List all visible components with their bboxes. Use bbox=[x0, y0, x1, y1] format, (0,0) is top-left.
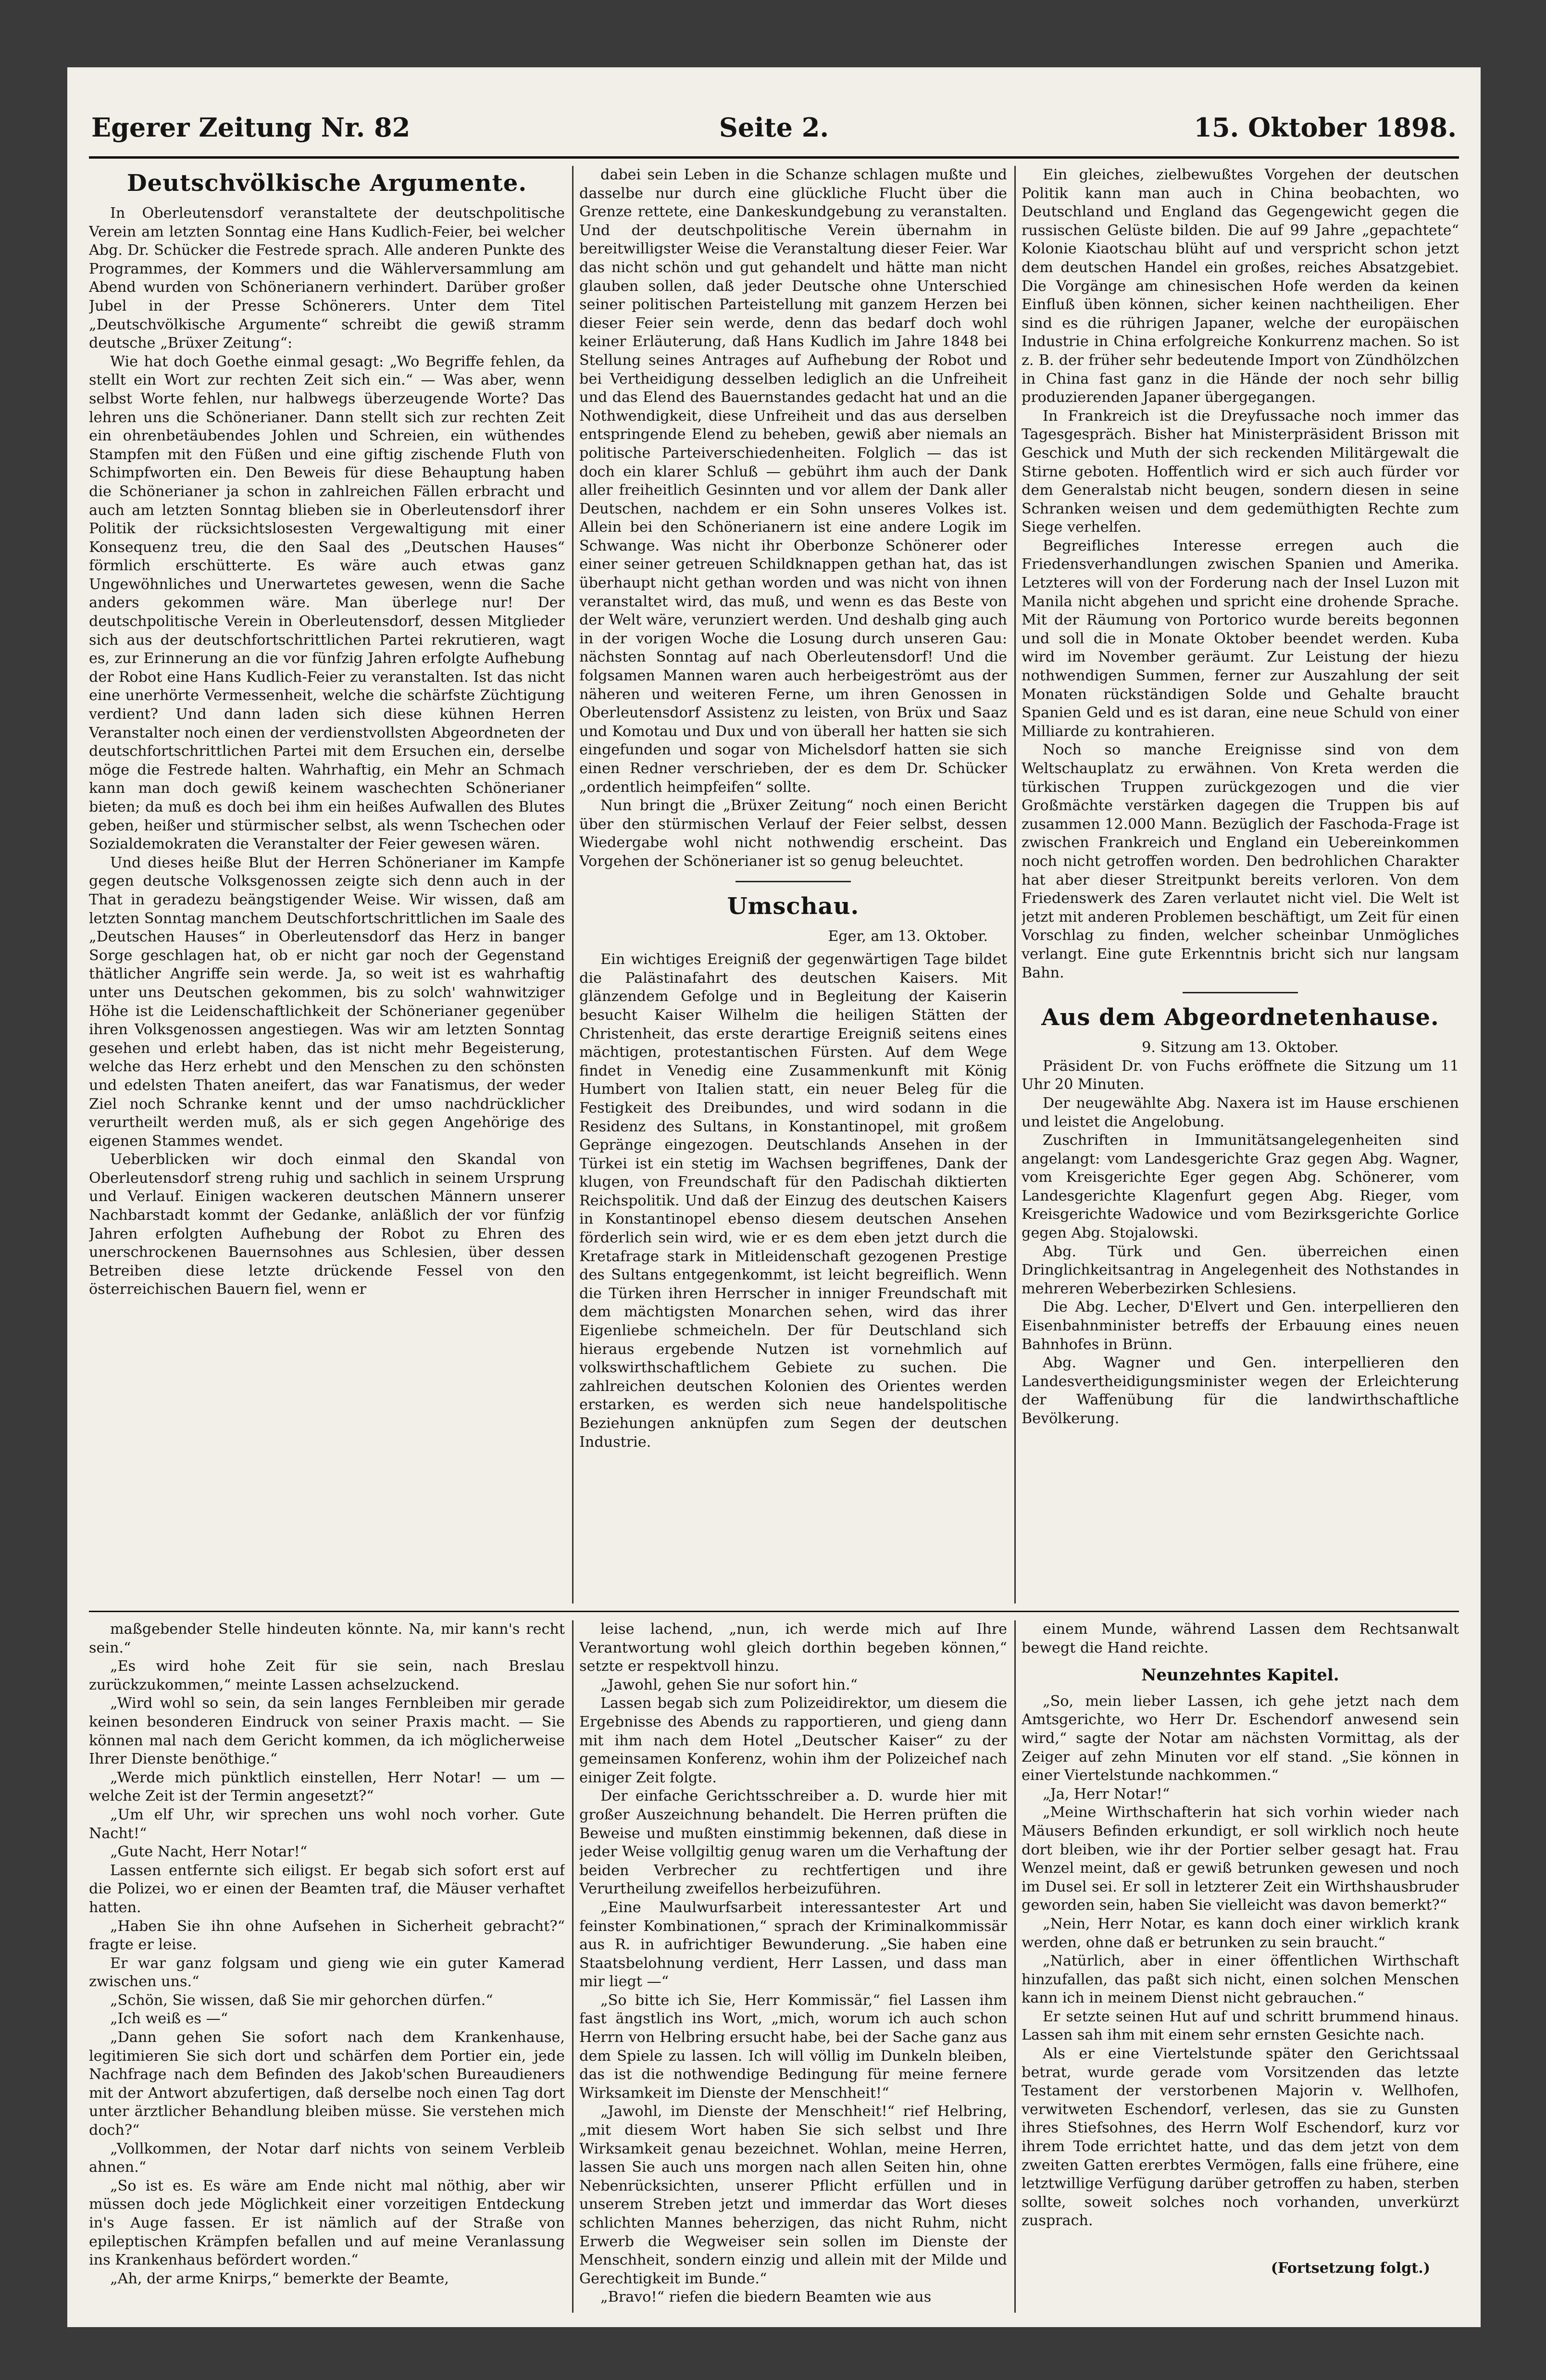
paragraph: „Bravo!“ riefen die biedern Beamten wie aus bbox=[600, 2289, 932, 2306]
paragraph: „Gute Nacht, Herr Notar!“ bbox=[110, 1843, 308, 1861]
section-title: Umschau. bbox=[727, 892, 860, 920]
continued-note: (Fortsetzung folgt.) bbox=[1271, 2260, 1430, 2277]
paragraph: Noch so manche Ereignisse sind von dem Weltschauplatz zu erwähnen. Von Kreta werden die türkischen Truppen zurückgezogen und die vier Großmächte verstärken dagegen die Truppen bis auf zusammen 12.000 Mann. Bezüglich der Faschoda-Frage ist zwischen Frankreich und England ein Uebereinkommen noch nicht getroffen worden. Den bedrohlichen Charakter hat aber dieser Streitpunkt bereits verloren. Von dem Friedenswerk des Zaren verlautet nicht viel. Die Welt ist jetzt mit anderen Problemen beschäftigt, um Zeit für einen Vorschlag zu finden, welcher scheinbar Unmögliches verlangt. Eine gute Erkenntnis bricht sich nur langsam Bahn. bbox=[1022, 741, 1459, 981]
article-title: Deutschvölkische Argumente. bbox=[126, 170, 527, 197]
section-title: Aus dem Abgeordnetenhause. bbox=[1041, 1004, 1439, 1031]
column-1 bbox=[89, 166, 565, 1603]
feuilleton-column-2 bbox=[579, 1620, 1007, 2313]
feuilleton-rule bbox=[89, 1611, 1459, 1612]
column-2 bbox=[579, 166, 1007, 1603]
paragraph: Der neugewählte Abg. Naxera ist im Hause erschienen und leistet die Angelobung. bbox=[1022, 1094, 1459, 1130]
masthead-name: Egerer Zeitung Nr. 82 bbox=[91, 112, 411, 143]
paragraph: Als er eine Viertelstunde später den Gerichtssaal betrat, wurde gerade vom Vorsitzenden das letzte Testament der verstorbenen Majorin v. Wellhofen, verwitweten Eschendorf, verlesen, das sie zu Gunsten ihres Stiefsohnes, des Herrn Wolf Eschendorf, kurz vor ihrem Tode errichtet hatte, und das dem jetzt von dem zweiten Gatten ererbtes Vermögen, falls eine frühere, eine letztwillige Verfügung darüber getroffen zu haben, sterben sollte, soweit solches noch vorhanden, unverkürzt zusprach. bbox=[1022, 2045, 1459, 2230]
column-3 bbox=[1022, 166, 1459, 1603]
column-divider bbox=[1014, 166, 1016, 1603]
paragraph: Abg. Wagner und Gen. interpellieren den Landesvertheidigungsminister wegen der Erleichterung der Waffenübung für die landwirthschaftliche Bevölkerung. bbox=[1022, 1354, 1459, 1427]
paragraph: In Frankreich ist die Dreyfussache noch immer das Tagesgespräch. Bisher hat Ministerpräsident Brisson mit Geschick und Muth der sich reckenden Militärgewalt die Stirne geboten. Hoffentlich wird er sich auch fürder vor dem Generalstab nicht beugen, sondern diesen in seine Schranken weisen und dem gedemüthigten Rechte zum Siege verhelfen. bbox=[1022, 407, 1459, 536]
paragraph: Präsident Dr. von Fuchs eröffnete die Sitzung um 11 Uhr 20 Minuten. bbox=[1022, 1057, 1459, 1093]
feuilleton-column-1 bbox=[89, 1620, 565, 2313]
chapter-heading: Neunzehntes Kapitel. bbox=[1141, 1666, 1339, 1685]
paragraph: Begreifliches Interesse erregen auch die Friedensverhandlungen zwischen Spanien und Amerika. Letzteres will von der Forderung nach der Insel Luzon mit Manila nicht abgehen und spricht eine drohende Sprache. Mit der Räumung von Portorico wurde bereits begonnen und soll die in Monate Oktober beendet werden. Kuba wird im November geräumt. Zur Leistung der hiezu nothwendigen Summen, ferner zur Auszahlung der seit Monaten rückständigen Solde und Gehalte braucht Spanien Geld und es ist daran, eine neue Schuld von einer Milliarde zu kontrahieren. bbox=[1022, 537, 1459, 740]
paragraph: „So ist es. Es wäre am Ende nicht mal nöthig, aber wir müssen doch jede Möglichkeit einer vorzeitigen Entdeckung in's Auge fassen. Er ist nämlich auf der Straße von epileptischen Krämpfen befallen und auf meine Veranlassung ins Krankenhaus befördert worden.“ bbox=[89, 2177, 565, 2269]
paragraph: „Jawohl, gehen Sie nur sofort hin.“ bbox=[600, 1676, 858, 1693]
paragraph: Ueberblicken wir doch einmal den Skandal von Oberleutensdorf streng ruhig und sachlich in seinem Ursprung und Verlauf. Einigen wackeren deutschen Männern unserer Nachbarstadt kommt der Gedanke, anläßlich der vor fünfzig Jahren erfolgten Aufhebung der Robot zu Ehren des unerschrockenen Bauernsohnes aus Schlesien, über dessen Betreiben diese letzte drückende Fessel von den österreichischen Bauern fiel, wenn er bbox=[89, 1151, 565, 1298]
paragraph: Ein gleiches, zielbewußtes Vorgehen der deutschen Politik kann man auch in China beobachten, wo Deutschland und England das Gegengewicht gegen die russischen Gelüste bilden. Die auf 99 Jahre „gepachtete“ Kolonie Kiaotschau blüht auf und verspricht schon jetzt dem deutschen Handel ein großes, reiches Absatzgebiet. Die Vorgänge am chinesischen Hofe werden da keinen Einfluß üben können, sicher keinen nachtheiligen. Eher sind es die rührigen Japaner, welche der europäischen Industrie in China erfolgreiche Konkurrenz machen. So ist z. B. der früher sehr bedeutende Import von Zündhölzchen in China fast ganz in die Hände der noch sehr billig produzierenden Japaner übergegangen. bbox=[1022, 166, 1459, 406]
newspaper-page bbox=[67, 67, 1481, 2327]
paragraph: „Meine Wirthschafterin hat sich vorhin wieder nach Mäusers Befinden erkundigt, er soll wirklich noch heute dort bleiben, wie ihr der Portier selber gesagt hat. Frau Wenzel meint, daß er gewiß betrunken gewesen und noch im Dusel sei. Er soll in letzterer Zeit ein Wirthshausbruder geworden sein, haben Sie vielleicht was davon bemerkt?“ bbox=[1022, 1804, 1459, 1914]
session-line: 9. Sitzung am 13. Oktober. bbox=[1142, 1039, 1339, 1056]
feuilleton-column-3 bbox=[1022, 1620, 1459, 2313]
paragraph: „Um elf Uhr, wir sprechen uns wohl noch vorher. Gute Nacht!“ bbox=[89, 1806, 565, 1842]
paragraph: Lassen begab sich zum Polizeidirektor, um diesem die Ergebnisse des Abends zu rapportieren, und gieng dann mit ihm nach dem Hotel „Deutscher Kaiser“ zu der gemeinsamen Konferenz, wohin ihm der Polizeichef nach einiger Zeit folgte. bbox=[579, 1695, 1007, 1786]
paragraph: Abg. Türk und Gen. überreichen einen Dringlichkeitsantrag in Angelegenheit des Nothstandes in mehreren Weberbezirken Schlesiens. bbox=[1022, 1243, 1459, 1297]
paragraph: „Wird wohl so sein, da sein langes Fernbleiben mir gerade keinen besonderen Eindruck von seiner Praxis macht. — Sie können mal nach dem Gericht kommen, da ich möglicherweise Ihrer Dienste benöthige.“ bbox=[89, 1695, 565, 1768]
paragraph: „Natürlich, aber in einer öffentlichen Wirthschaft hinzufallen, das paßt sich nicht, einen solchen Menschen kann ich in meinem Dienst nicht gebrauchen.“ bbox=[1022, 1953, 1459, 2007]
paragraph: „Ah, der arme Knirps,“ bemerkte der Beamte, bbox=[110, 2270, 449, 2287]
paragraph: leise lachend, „nun, ich werde mich auf Ihre Verantwortung wohl gleich dorthin begeben können,“ setzte er respektvoll hinzu. bbox=[579, 1621, 1007, 1675]
section-rule bbox=[736, 881, 851, 882]
paragraph: „Werde mich pünktlich einstellen, Herr Notar! — um — welche Zeit ist der Termin angesetzt?“ bbox=[89, 1769, 565, 1805]
issue-date: 15. Oktober 1898. bbox=[1194, 112, 1457, 143]
paragraph: Wie hat doch Goethe einmal gesagt: „Wo Begriffe fehlen, da stellt ein Wort zur rechten Zeit sich ein.“ — Was aber, wenn selbst Worte fehlen, nur halbwegs überzeugende Worte? Das lehren uns die Schönerianer. Dann stellt sich zur rechten Zeit ein ohrenbetäubendes Johlen und Schreien, ein wüthendes Stampfen mit den Füßen und eine giftig zischende Fluth von Schimpfworten ein. Den Beweis für diese Behauptung haben die Schönerianer ja schon in zahlreichen Fällen erbracht und auch am letzten Sonntag blieben sie in Oberleutensdorf ihrer Politik der rücksichtslosesten Vergewaltigung mit einer Konsequenz treu, die den Saal des „Deutschen Hauses“ förmlich erschütterte. Es wäre auch etwas ganz Ungewöhnliches und Unerwartetes gewesen, wenn die Sache anders gekommen wäre. Man überlege nur! Der deutschpolitische Verein in Oberleutensdorf, dessen Mitglieder sich aus der deutschfortschrittlichen Partei rekrutieren, wagt es, zur Erinnerung an die vor fünfzig Jahren erfolgte Aufhebung der Robot eine Hans Kudlich-Feier zu veranstalten. Ist das nicht eine unerhörte Vermessenheit, welche die schärfste Züchtigung verdient? Und dann laden sich diese kühnen Herren Veranstalter noch einen der verdienstvollsten Abgeordneten der deutschfortschrittlichen Partei mit dem Ersuchen ein, derselbe möge die Festrede halten. Wahrhaftig, ein Mehr an Schmach kann man doch gewiß keinem waschechten Schönerianer bieten; da muß es doch bei ihm ein heißes Aufwallen des Blutes geben, heißer und stürmischer selbst, als wenn Tschechen oder Sozialdemokraten die Veranstalter der Feier gewesen wären. bbox=[89, 353, 565, 853]
paragraph: „Haben Sie ihn ohne Aufsehen in Sicherheit gebracht?“ fragte er leise. bbox=[89, 1917, 565, 1954]
paragraph: Lassen entfernte sich eiligst. Er begab sich sofort erst auf die Polizei, wo er einen der Beamten traf, die Mäuser verhaftet hatten. bbox=[89, 1862, 565, 1916]
paragraph: Ein wichtiges Ereigniß der gegenwärtigen Tage bildet die Palästinafahrt des deutschen Kaisers. Mit glänzendem Gefolge und in Begleitung der Kaiserin besucht Kaiser Wilhelm die heiligen Stätten der Christenheit, das erste derartige Ereigniß seitens eines mächtigen, protestantischen Fürsten. Auf dem Wege findet in Venedig eine Zusammenkunft mit König Humbert von Italien statt, ein neuer Beleg für die Festigkeit des Dreibundes, und wird sodann in die Residenz des Sultans, in Konstantinopel, mit großem Gepränge eingezogen. Deutschlands Ansehen in der Türkei ist ein stetig im Wachsen begriffenes, Dank der klugen, von Freundschaft für den Padischah diktierten Reichspolitik. Und daß der Einzug des deutschen Kaisers in Konstantinopel ebenso diesem deutschen Ansehen förderlich sein wird, wie er es dem eben jetzt durch die Kretafrage stark in Mitleidenschaft gezogenen Prestige des Sultans entgegenkommt, ist leicht begreiflich. Wenn die Türken ihren Herrscher in inniger Freundschaft mit dem mächtigsten Monarchen sehen, wird das ihrer Eigenliebe schmeicheln. Der für Deutschland sich hieraus ergebende Nutzen ist vornehmlich auf volkswirthschaftlichem Gebiete zu suchen. Die zahlreichen deutschen Kolonien des Orientes werden erstarken, es werden sich neue handelspolitische Beziehungen anknüpfen zum Segen der deutschen Industrie. bbox=[579, 951, 1007, 1451]
paragraph: „Nein, Herr Notar, es kann doch einer wirklich krank werden, ohne daß er betrunken zu sein braucht.“ bbox=[1022, 1915, 1459, 1951]
paragraph: Zuschriften in Immunitätsangelegenheiten sind angelangt: vom Landesgerichte Graz gegen Abg. Wagner, vom Kreisgerichte Eger gegen Abg. Schönerer, vom Landesgerichte Klagenfurt gegen Abg. Rieger, vom Kreisgerichte Wadowice und vom Bezirksgerichte Gorlice gegen Abg. Stojalowski. bbox=[1022, 1132, 1459, 1242]
paragraph: Er setzte seinen Hut auf und schritt brummend hinaus. Lassen sah ihm mit einem sehr ernsten Gesichte nach. bbox=[1022, 2008, 1459, 2044]
column-divider bbox=[572, 166, 574, 1603]
paragraph: Die Abg. Lecher, D'Elvert und Gen. interpellieren den Eisenbahnminister betreffs der Erbauung eines neuen Bahnhofes in Brünn. bbox=[1022, 1299, 1459, 1353]
dateline: Eger, am 13. Oktober. bbox=[828, 927, 988, 945]
paragraph: „Es wird hohe Zeit für sie sein, nach Breslau zurückzukommen,“ meinte Lassen achselzuckend. bbox=[89, 1658, 565, 1693]
paragraph: „So, mein lieber Lassen, ich gehe jetzt nach dem Amtsgerichte, wo Herr Dr. Eschendorf anwesend sein wird,“ sagte der Notar am nächsten Vormittag, als der Zeiger auf zehn Minuten vor elf stand. „Sie können in einer Viertelstunde nachkommen.“ bbox=[1022, 1692, 1459, 1784]
section-rule bbox=[1183, 992, 1298, 993]
paragraph: „Ich weiß es —“ bbox=[110, 2010, 228, 2028]
paragraph: „Schön, Sie wissen, daß Sie mir gehorchen dürfen.“ bbox=[110, 1992, 493, 2009]
paragraph: maßgebender Stelle hindeuten könnte. Na, mir kann's recht sein.“ bbox=[89, 1621, 565, 1656]
paragraph: In Oberleutensdorf veranstaltete der deutschpolitische Verein am letzten Sonntag eine Hans Kudlich-Feier, bei welcher Abg. Dr. Schücker die Festrede sprach. Alle anderen Punkte des Programmes, der Kommers und die Wählerversammlung am Abend wurden von Schönerianern verhindert. Darüber großer Jubel in der Presse Schönerers. Unter dem Titel „Deutschvölkische Argumente“ schreibt die gewiß stramm deutsche „Brüxer Zeitung“: bbox=[89, 205, 565, 352]
paragraph: Und dieses heiße Blut der Herren Schönerianer im Kampfe gegen deutsche Volksgenossen zeigte sich denn auch in der That in geradezu beängstigender Weise. Wir wissen, daß am letzten Sonntag manchem Deutschfortschrittlichen im Saale des „Deutschen Hauses“ in Oberleutensdorf das Herz in banger Sorge geschlagen hat, ob er nicht gar noch der Gegenstand thätlicher Angriffe sein werde. Ja, so weit ist es wahrhaftig unter uns Deutschen gekommen, bis zu solch' wahnwitziger Höhe ist die Leidenschaftlichkeit der Schönerianer gegenüber ihren Volksgenossen angestiegen. Was wir am letzten Sonntag gesehen und erlebt haben, das ist nicht mehr Begeisterung, welche das Herz erhebt und den Menschen zu den schönsten und edelsten Thaten aneifert, das war Fanatismus, der weder Ziel noch Schranke kennt und der umso nachdrücklicher verurtheilt werden muß, als er sich gegen Angehörige des eigenen Stammes wendet. bbox=[89, 854, 565, 1150]
paragraph: „Jawohl, im Dienste der Menschheit!“ rief Helbring, „mit diesem Wort haben Sie sich selbst und Ihre Wirksamkeit genau bezeichnet. Wohlan, meine Herren, lassen Sie auch uns morgen nach allen Seiten hin, ohne Nebenrücksichten, unserer Pflicht erfüllen und in unserem Streben jetzt und immerdar das Wort dieses schlichten Mannes beherzigen, das nicht Ruhm, nicht Erwerb die Wegweiser sein sollen im Dienste der Menschheit, sondern einzig und allein mit der Milde und Gerechtigkeit im Bunde.“ bbox=[579, 2103, 1007, 2287]
paragraph: „So bitte ich Sie, Herr Kommissär,“ fiel Lassen ihm fast ängstlich ins Wort, „mich, worum ich auch schon Herrn von Helbring ersucht habe, bei der Sache ganz aus dem Spiele zu lassen. Ich will völlig im Dunkeln bleiben, das ist die nothwendige Bedingung für meine fernere Wirksamkeit im Dienste der Menschheit!“ bbox=[579, 1992, 1007, 2102]
paragraph: einem Munde, während Lassen dem Rechtsanwalt bewegt die Hand reichte. bbox=[1022, 1621, 1459, 1656]
paragraph: Nun bringt die „Brüxer Zeitung“ noch einen Bericht über den stürmischen Verlauf der Feier selbst, dessen Wiedergabe wohl nicht nothwendig erscheint. Das Vorgehen der Schönerianer ist so genug beleuchtet. bbox=[579, 797, 1007, 870]
paragraph: Er war ganz folgsam und gieng wie ein guter Kamerad zwischen uns.“ bbox=[89, 1954, 565, 1991]
paragraph: dabei sein Leben in die Schanze schlagen mußte und dasselbe nur durch eine glückliche Flucht über die Grenze rettete, eine Dankeskundgebung zu veranstalten. Und der deutschpolitische Verein übernahm in bereitwilligster Weise die Veranstaltung dieser Feier. War das nicht schön und gut gehandelt und hätte man nicht glauben sollen, daß jeder Deutsche ohne Unterschied seiner politischen Parteistellung mit ganzem Herzen bei dieser Feier sein werde, denn das bedarf doch wohl keiner Erläuterung, daß Hans Kudlich im Jahre 1848 bei Stellung seines Antrages auf Aufhebung der Robot und bei Vertheidigung desselben lediglich an die Unfreiheit und das Elend des Bauernstandes gedacht hat und an die Nothwendigkeit, diese Unfreiheit und das aus derselben entspringende Elend zu beheben, gewiß aber niemals an politische Parteiverschiedenheiten. Folglich — das ist doch ein klarer Schluß — gebührt ihm auch der Dank aller freiheitlich Gesinnten und vor allem der Dank aller Deutschen, nachdem er ein Sohn unseres Volkes ist. Allein bei den Schönerianern ist eine andere Logik im Schwange. Was nicht ihr Oberbonze Schönerer oder einer seiner getreuen Schildknappen gethan hat, das ist überhaupt nicht gethan worden und was nicht von ihnen veranstaltet wird, das muß, und wenn es das Beste von der Welt wäre, verunziert werden. Und deshalb ging auch in der vorigen Woche die Losung durch unseren Gau: nächsten Sonntag auf nach Oberleutensdorf! Und die folgsamen Mannen waren auch herbeigeströmt aus der näheren und weiteren Ferne, um ihren Genossen in Oberleutensdorf Assistenz zu leisten, von Brüx und Saaz und Komotau und Dux und von überall her hatten sie sich eingefunden und sogar von Michelsdorf hatten sie sich einen Redner verschrieben, der es dem Dr. Schücker „ordentlich heimpfeifen“ sollte. bbox=[579, 166, 1007, 796]
paragraph: „Ja, Herr Notar!“ bbox=[1043, 1785, 1170, 1803]
page-number: Seite 2. bbox=[719, 112, 829, 143]
header-rule bbox=[89, 156, 1459, 159]
paragraph: „Vollkommen, der Notar darf nichts von seinem Verbleib ahnen.“ bbox=[89, 2140, 565, 2176]
paragraph: Der einfache Gerichtsschreiber a. D. wurde hier mit großer Auszeichnung behandelt. Die Herren prüften die Beweise und mußten einstimmig bekennen, daß diese in jeder Weise vollgiltig genug waren um die Verhaftung der beiden Verbrecher zu rechtfertigen und ihre Verurtheilung zweifellos herbeizuführen. bbox=[579, 1788, 1007, 1898]
column-divider bbox=[572, 1620, 574, 2313]
paragraph: „Eine Maulwurfsarbeit interessantester Art und feinster Kombinationen,“ sprach der Kriminalkommissär aus R. in aufrichtiger Bewunderung. „Sie haben eine Staatsbelohnung verdient, Herr Lassen, und dass man mir liegt —“ bbox=[579, 1899, 1007, 1991]
column-divider bbox=[1014, 1620, 1016, 2313]
paragraph: „Dann gehen Sie sofort nach dem Krankenhause, legitimieren Sie sich dort und schärfen dem Portier ein, jede Nachfrage nach dem Befinden des Jakob'schen Bureaudieners mit der Antwort abzufertigen, daß derselbe noch einen Tag dort unter ärztlicher Behandlung bleiben müsse. Sie verstehen mich doch?“ bbox=[89, 2029, 565, 2139]
